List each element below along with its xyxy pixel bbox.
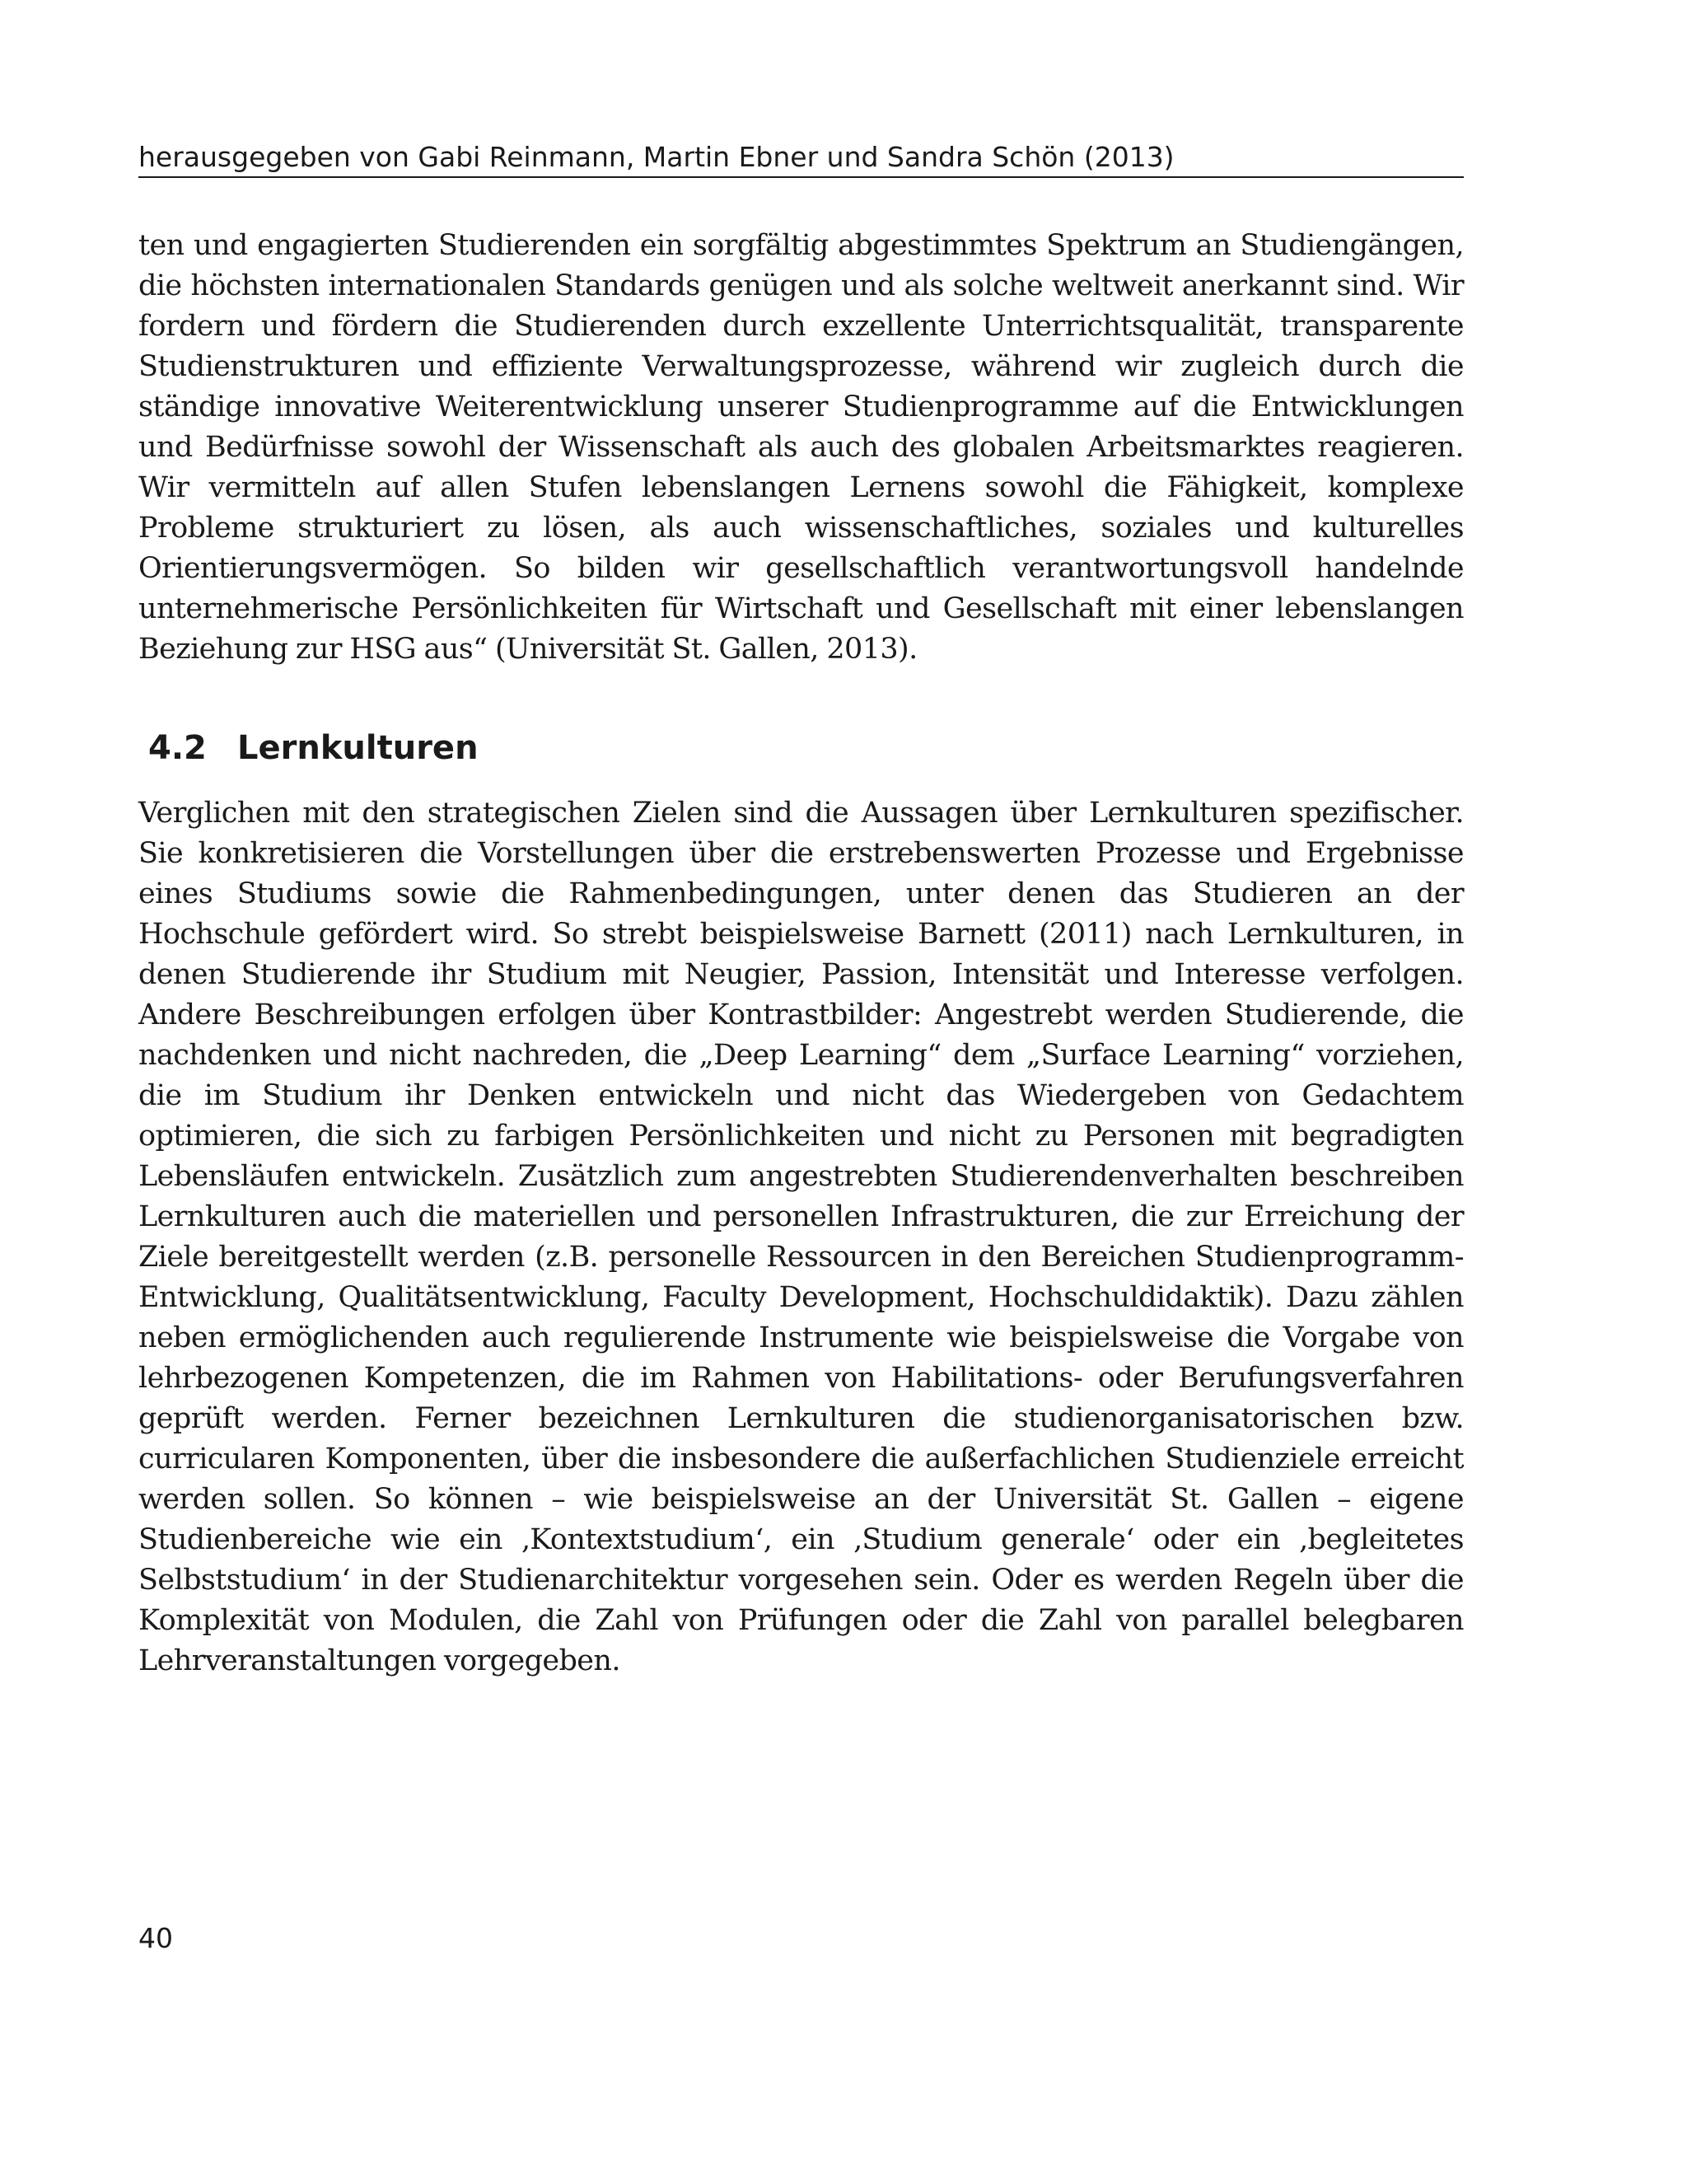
page-number: 40 [138, 1922, 173, 1954]
body-paragraph-1: ten und engagierten Studierenden ein sorgfältig abgestimmtes Spektrum an Studiengängen, die höchsten internationalen Standards genügen und als solche weltweit anerkannt sind. Wir fordern und fördern die Studierenden durch exzellente Unterrichtsqualität, transparente Studienstrukturen und effiziente Verwaltungsprozesse, während wir zugleich durch die ständige innovative Weiterentwicklung unserer Studienprogramme auf die Entwicklungen und Bedürfnisse sowohl der Wissenschaft als auch des globalen Arbeitsmarktes reagieren. Wir vermitteln auf allen Stufen lebenslangen Lernens sowohl die Fähigkeit, komplexe Probleme strukturiert zu lösen, als auch wissenschaftliches, soziales und kulturelles Orientierungsvermögen. So bilden wir gesellschaftlich verantwortungsvoll handelnde unternehmerische Persönlichkeiten für Wirtschaft und Gesellschaft mit einer lebenslangen Beziehung zur HSG aus“ (Universität St. Gallen, 2013). [138, 229, 1464, 666]
running-header [138, 138, 1464, 178]
section-title: Lernkulturen [237, 729, 479, 767]
section-heading [148, 725, 479, 771]
section-number: 4.2 [148, 729, 207, 767]
body-paragraph-2: Verglichen mit den strategischen Zielen sind die Aussagen über Lernkulturen spezifischer. Sie konkretisieren die Vorstellungen über die erstrebenswerten Prozesse und Ergebnisse eines Studiums sowie die Rahmenbedingungen, unter denen das Studieren an der Hochschule gefördert wird. So strebt beispielsweise Barnett (2011) nach Lernkulturen, in denen Studierende ihr Studium mit Neugier, Passion, Intensität und Interesse verfolgen. Andere Beschreibungen erfolgen über Kontrastbilder: Angestrebt werden Studierende, die nachdenken und nicht nachreden, die „Deep Learning“ dem „Surface Learning“ vorziehen, die im Studium ihr Denken entwickeln und nicht das Wiedergeben von Gedachtem optimieren, die sich zu farbigen Persönlichkeiten und nicht zu Personen mit begradigten Lebensläufen entwickeln. Zusätzlich zum angestrebten Studierendenverhalten beschreiben Lernkulturen auch die materiellen und personellen Infrastrukturen, die zur Erreichung der Ziele bereitgestellt werden (z.B. personelle Ressourcen in den Bereichen Studienprogramm-Entwicklung, Qualitätsentwicklung, Faculty Development, Hochschuldidaktik). Dazu zählen neben ermöglichenden auch regulierende Instrumente wie beispielsweise die Vorgabe von lehrbezogenen Kompetenzen, die im Rahmen von Habilitations- oder Berufungsverfahren geprüft werden. Ferner bezeichnen Lernkulturen die studienorganisatorischen bzw. curricularen Komponenten, über die insbesondere die außerfachlichen Studienziele erreicht werden sollen. So können – wie beispielsweise an der Universität St. Gallen – eigene Studienbereiche wie ein ‚Kontextstudium‘, ein ‚Studium generale‘ oder ein ‚begleitetes Selbststudium‘ in der Studienarchitektur vorgesehen sein. Oder es werden Regeln über die Komplexität von Modulen, die Zahl von Prüfungen oder die Zahl von parallel belegbaren Lehrveranstaltungen vorgegeben. [138, 797, 1464, 1677]
running-head-text: herausgegeben von Gabi Reinmann, Martin Ebner und Sandra Schön (2013) [138, 141, 1175, 173]
